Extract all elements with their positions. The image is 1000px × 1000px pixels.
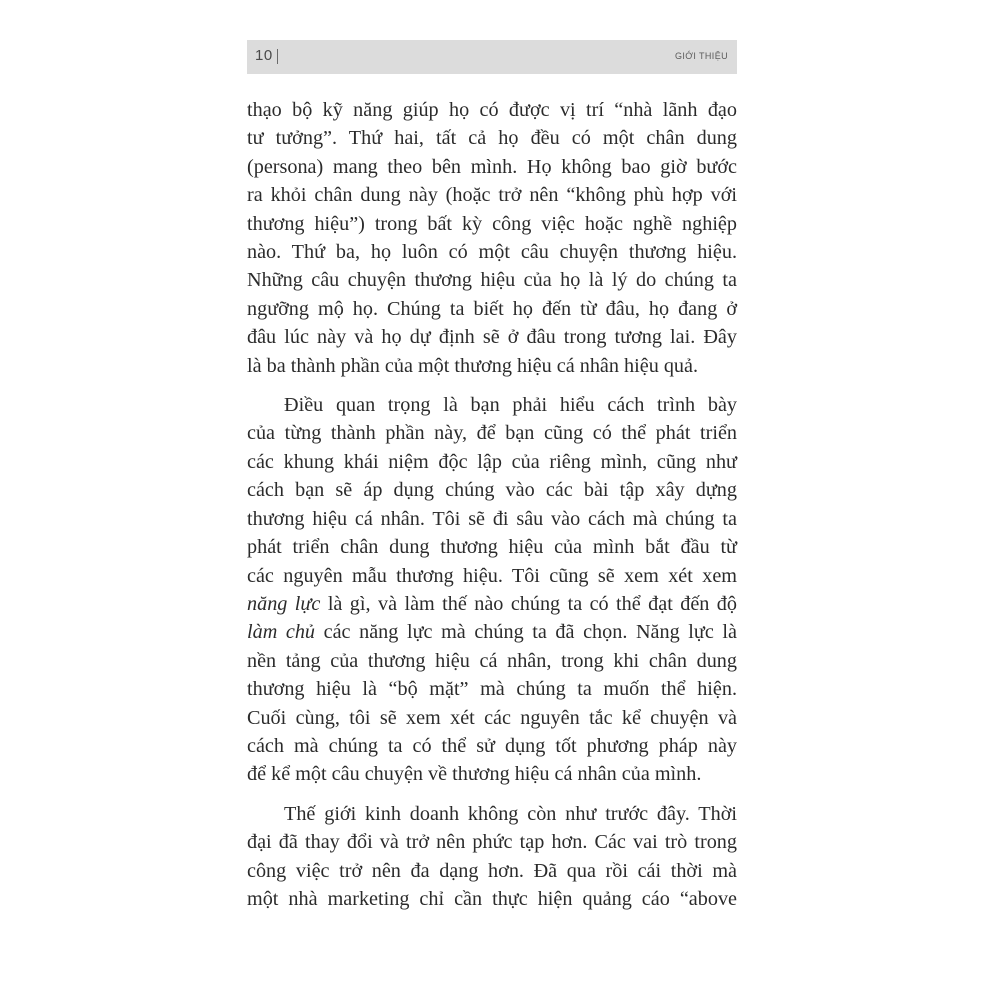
text-fragment: các năng lực mà chúng ta đã chọn. Năng lực là: [315, 621, 737, 644]
text-line: phát triển chân dung thương hiệu của mình bắt đầu từ: [247, 536, 737, 559]
text-line: thương hiệu cá nhân. Tôi sẽ đi sâu vào cách mà chúng ta: [247, 507, 737, 530]
text-line: các khung khái niệm độc lập của riêng mình, cũng như: [247, 450, 737, 473]
emphasis-text: năng lực: [247, 592, 321, 615]
text-line: các nguyên mẫu thương hiệu. Tôi cũng sẽ xem xét xem: [247, 564, 737, 587]
text-line: đại đã thay đổi và trở nên phức tạp hơn. Các vai trò trong: [247, 831, 737, 854]
emphasis-text: làm chủ: [247, 621, 316, 644]
text-line: (persona) mang theo bên mình. Họ không bao giờ bước: [247, 155, 737, 178]
text-line: nào. Thứ ba, họ luôn có một câu chuyện thương hiệu.: [247, 241, 737, 264]
text-line: nền tảng của thương hiệu cá nhân, trong khi chân dung: [247, 649, 737, 672]
text-line: Điều quan trọng là bạn phải hiểu cách trình bày: [284, 394, 737, 417]
text-line: đâu lúc này và họ dự định sẽ ở đâu trong tương lai. Đây: [247, 326, 737, 349]
text-line: tư tưởng”. Thứ hai, tất cả họ đều có một chân dung: [247, 127, 737, 150]
page-number: 10: [255, 47, 273, 64]
text-line: ngưỡng mộ họ. Chúng ta biết họ đến từ đâu, họ đang ở: [247, 297, 737, 320]
paragraph-2: [247, 391, 737, 789]
text-line: của từng thành phần này, để bạn cũng có thể phát triển: [247, 422, 737, 445]
body-text: [247, 96, 737, 913]
text-line: [247, 590, 737, 618]
text-fragment: là gì, và làm thế nào chúng ta có thể đạt đến độ: [320, 592, 737, 615]
header-divider: [277, 49, 278, 64]
text-line: cách mà chúng ta có thể sử dụng tốt phương pháp này: [247, 734, 737, 757]
text-line: cách bạn sẽ áp dụng chúng vào các bài tập xây dựng: [247, 479, 737, 502]
text-line: thạo bộ kỹ năng giúp họ có được vị trí “nhà lãnh đạo: [247, 99, 737, 121]
text-line: là ba thành phần của một thương hiệu cá nhân hiệu quả.: [247, 354, 699, 377]
section-title: GIỚI THIỆU: [674, 51, 728, 61]
text-line: Thế giới kinh doanh không còn như trước đây. Thời: [284, 802, 737, 825]
text-line: công việc trở nên đa dạng hơn. Đã qua rồi cái thời mà: [247, 859, 737, 882]
text-line: ra khỏi chân dung này (hoặc trở nên “không phù hợp với: [247, 184, 737, 207]
text-line: để kể một câu chuyện về thương hiệu cá nhân của mình.: [247, 763, 702, 786]
text-line: thương hiệu là “bộ mặt” mà chúng ta muốn thể hiện.: [247, 678, 737, 701]
text-line: thương hiệu”) trong bất kỳ công việc hoặc nghề nghiệp: [247, 212, 737, 235]
text-line: [247, 618, 737, 646]
paragraph-3: [247, 800, 737, 914]
paragraph-1: [247, 96, 737, 380]
running-header: [247, 40, 737, 74]
text-line: Cuối cùng, tôi sẽ xem xét các nguyên tắc kể chuyện và: [247, 706, 737, 729]
text-line: một nhà marketing chỉ cần thực hiện quảng cáo “above: [247, 887, 737, 910]
text-line: Những câu chuyện thương hiệu của họ là lý do chúng ta: [247, 269, 737, 292]
